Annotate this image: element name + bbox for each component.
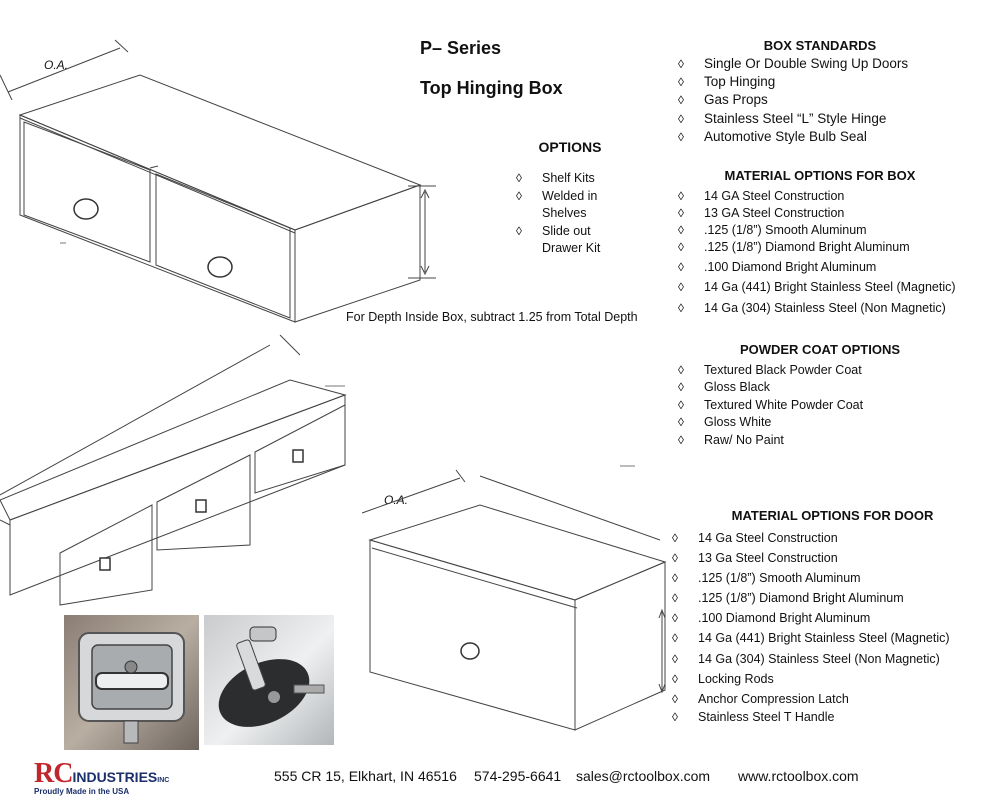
logo-industries: INDUSTRIES xyxy=(72,769,158,785)
list-item: ◊ .125 (1/8”) Smooth Aluminum xyxy=(678,223,867,237)
options-heading: OPTIONS xyxy=(538,139,602,155)
latch-icon xyxy=(461,643,479,659)
logo-rc: RC xyxy=(34,758,73,789)
company-address: 555 CR 15, Elkhart, IN 46516 xyxy=(274,768,457,784)
company-phone[interactable]: 574-295-6641 xyxy=(474,768,562,784)
diamond-bullet-icon: ◊ xyxy=(678,380,684,395)
oa-label-top: O.A. xyxy=(44,58,69,72)
list-item: ◊ Locking Rods xyxy=(672,669,950,689)
diamond-bullet-icon: ◊ xyxy=(678,189,684,203)
diamond-bullet-icon: ◊ xyxy=(672,591,678,606)
diamond-bullet-icon: ◊ xyxy=(672,571,678,586)
box-standards-heading: BOX STANDARDS xyxy=(763,38,877,53)
list-item: ◊ Stainless Steel T Handle xyxy=(672,709,835,724)
diamond-bullet-icon: ◊ xyxy=(678,240,684,254)
powder-coat-heading: POWDER COAT OPTIONS xyxy=(739,342,901,357)
t-handle-icon xyxy=(293,450,303,462)
t-handle-photo xyxy=(64,615,199,750)
list-item: ◊ Shelf Kits xyxy=(516,170,646,188)
diamond-bullet-icon: ◊ xyxy=(678,432,684,447)
list-item: ◊ Single Or Double Swing Up Doors xyxy=(678,55,908,73)
diamond-bullet-icon: ◊ xyxy=(678,363,684,377)
diamond-bullet-icon: ◊ xyxy=(678,397,684,412)
list-item: ◊ Welded in Shelves xyxy=(516,188,598,220)
diamond-bullet-icon: ◊ xyxy=(678,280,684,294)
list-item: ◊ Stainless Steel “L” Style Hinge xyxy=(678,110,908,128)
list-item: ◊ Gas Props xyxy=(678,91,908,109)
material-box-heading: MATERIAL OPTIONS FOR BOX xyxy=(724,168,916,183)
diamond-bullet-icon: ◊ xyxy=(678,93,684,108)
material-door-heading: MATERIAL OPTIONS FOR DOOR xyxy=(731,508,934,523)
box-type-title: Top Hinging Box xyxy=(420,78,563,98)
diamond-bullet-icon: ◊ xyxy=(678,301,684,315)
list-item: ◊ Gloss Black xyxy=(678,379,863,396)
diamond-bullet-icon: ◊ xyxy=(678,57,684,71)
diamond-bullet-icon: ◊ xyxy=(672,691,678,706)
triple-door-box-drawing xyxy=(0,335,345,605)
diamond-bullet-icon: ◊ xyxy=(516,188,522,203)
list-item: ◊ Gloss White xyxy=(678,414,863,431)
list-item: ◊ 14 Ga (304) Stainless Steel (Non Magnetic) xyxy=(672,649,950,669)
diamond-bullet-icon: ◊ xyxy=(678,129,684,144)
company-logo xyxy=(34,758,169,790)
double-door-box-drawing xyxy=(0,40,436,322)
diamond-bullet-icon: ◊ xyxy=(672,709,678,724)
series-title: P– Series xyxy=(420,38,502,58)
diamond-bullet-icon: ◊ xyxy=(516,223,522,238)
latch-icon xyxy=(208,257,232,277)
company-email-link[interactable]: sales@rctoolbox.com xyxy=(576,768,711,784)
diamond-bullet-icon: ◊ xyxy=(678,111,684,126)
diamond-bullet-icon: ◊ xyxy=(678,223,684,237)
compression-latch-photo xyxy=(204,615,334,745)
t-handle-icon xyxy=(196,500,206,512)
list-item: ◊ .100 Diamond Bright Aluminum xyxy=(672,608,950,628)
list-item: ◊ .125 (1/8”) Diamond Bright Aluminum xyxy=(672,588,950,608)
diamond-bullet-icon: ◊ xyxy=(678,260,684,274)
list-item: ◊ 13 GA Steel Construction xyxy=(678,206,845,220)
oa-label-bottom: O.A. xyxy=(384,493,409,507)
single-door-box-drawing xyxy=(362,470,665,730)
diamond-bullet-icon: ◊ xyxy=(672,551,678,566)
latch-icon xyxy=(74,199,98,219)
list-item: ◊ 14 Ga (441) Bright Stainless Steel (Magnetic) xyxy=(678,280,956,294)
list-item: ◊ .100 Diamond Bright Aluminum xyxy=(678,260,877,274)
list-item: ◊ 14 GA Steel Construction xyxy=(678,189,845,203)
t-handle-icon xyxy=(100,558,110,570)
diamond-bullet-icon: ◊ xyxy=(678,75,684,90)
diamond-bullet-icon: ◊ xyxy=(678,415,684,430)
list-item: ◊ Slide out Drawer Kit xyxy=(516,223,601,255)
list-item: ◊ Textured White Powder Coat xyxy=(678,397,863,414)
diamond-bullet-icon: ◊ xyxy=(672,611,678,626)
depth-note: For Depth Inside Box, subtract 1.25 from Total Depth xyxy=(346,310,638,324)
diamond-bullet-icon: ◊ xyxy=(672,631,678,646)
list-item: ◊ .125 (1/8”) Diamond Bright Aluminum xyxy=(678,240,910,254)
list-item: ◊ Raw/ No Paint xyxy=(678,432,863,449)
diamond-bullet-icon: ◊ xyxy=(516,171,522,185)
diamond-bullet-icon: ◊ xyxy=(678,206,684,220)
list-item: ◊ Automotive Style Bulb Seal xyxy=(678,128,908,146)
list-item: ◊ 14 Ga (304) Stainless Steel (Non Magnetic) xyxy=(678,301,946,315)
list-item: ◊ 14 Ga (441) Bright Stainless Steel (Magnetic) xyxy=(672,628,950,648)
list-item: ◊ Top Hinging xyxy=(678,73,908,91)
company-website-link[interactable]: www.rctoolbox.com xyxy=(738,768,859,784)
logo-tagline: Proudly Made in the USA xyxy=(34,787,130,796)
diamond-bullet-icon: ◊ xyxy=(672,671,678,686)
list-item: ◊ Anchor Compression Latch xyxy=(672,689,950,709)
diamond-bullet-icon: ◊ xyxy=(672,531,678,545)
list-item: ◊ 14 Ga Steel Construction xyxy=(672,528,950,548)
logo-inc: INC xyxy=(157,777,170,784)
list-item: ◊ 13 Ga Steel Construction xyxy=(672,548,950,568)
diamond-bullet-icon: ◊ xyxy=(672,651,678,666)
list-item: ◊ Textured Black Powder Coat xyxy=(678,362,863,379)
list-item: ◊ .125 (1/8”) Smooth Aluminum xyxy=(672,568,950,588)
